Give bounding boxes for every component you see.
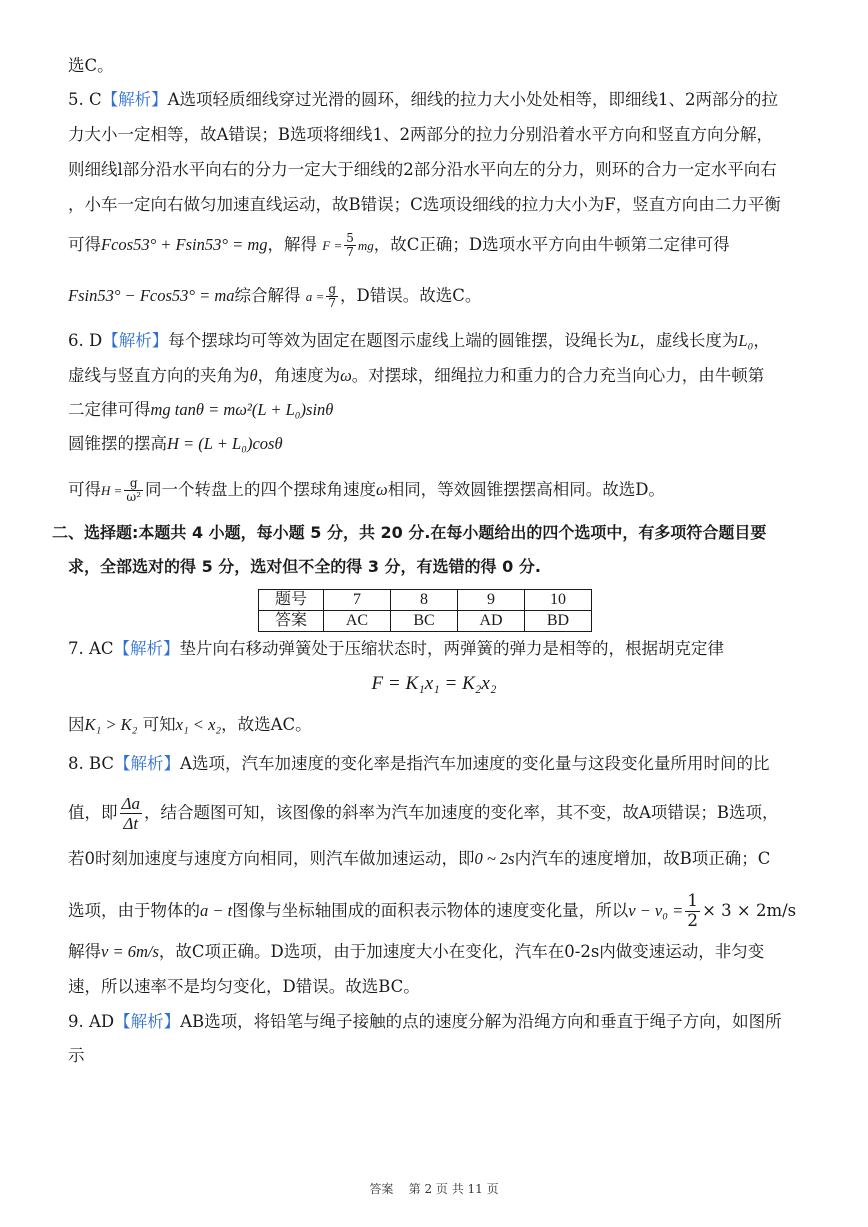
q8-line-1: 8. BC【解析】A选项，汽车加速度的变化率是指汽车加速度的变化量与这段变化量所用时间的比 xyxy=(68,754,770,773)
q5-text: ，故C正确；D选项水平方向由牛顿第二定律可得 xyxy=(373,235,730,254)
table-cell: 题号 xyxy=(259,590,324,611)
q8-number: 8. BC xyxy=(68,754,115,773)
section-2-heading-line-1: 二、选择题:本题共 4 小题，每小题 5 分，共 20 分.在每小题给出的四个选项中，有多项符合题目要 xyxy=(52,523,767,542)
q5-equation-newton: Fsin53° − Fcos53° = ma xyxy=(68,286,235,305)
q5-equation-balance: Fcos53° + Fsin53° = mg xyxy=(101,235,268,254)
q6-line-1: 6. D【解析】每个摆球均可等效为固定在题图示虚线上端的圆锥摆，设绳长为L，虚线长度为L₀， xyxy=(68,331,770,350)
q8-line-6: 速，所以速率不是均匀变化，D错误。故选BC。 xyxy=(68,977,420,996)
table-cell: BC xyxy=(391,611,458,632)
table-cell: AC xyxy=(324,611,391,632)
q8-fraction-half: $\frac{1}{2}$ xyxy=(687,891,699,931)
q6-number: 6. D xyxy=(68,331,103,350)
q9-line-1: 9. AD【解析】AB选项，将铅笔与绳子接触的点的速度分解为沿绳方向和垂直于绳子方向，如图所 xyxy=(68,1012,782,1031)
q8-line-5: 解得v = 6m/s，故C项正确。D选项，由于加速度大小在变化，汽车在0-2s内做变速运动，非匀变 xyxy=(68,942,765,961)
q8-line-2: 值，即 $\frac{\Delta a}{\Delta t}$ ，结合题图可知，该图像的斜率为汽车加速度的变化率，其不变，故A项错误；B选项， xyxy=(68,794,779,833)
table-cell: 10 xyxy=(525,590,592,611)
q5-equation-force: F = xyxy=(322,238,343,253)
section-2-heading-line-2: 求，全部选对的得 5 分，选对但不全的得 3 分，有选错的得 0 分. xyxy=(68,557,541,576)
q5-line-4: ，小车一定向右做匀加速直线运动，故B错误；C选项设细线的拉力大小为F，竖直方向由二力平衡 xyxy=(68,195,781,214)
footer-label: 答案 xyxy=(369,1182,394,1196)
page-footer xyxy=(0,1180,868,1197)
q8-line-4: 选项，由于物体的a − t图像与坐标轴围成的面积表示物体的速度变化量，所以v − v₀ = $\frac{1}{2}$ × 3 × 2m/s xyxy=(68,891,797,931)
table-cell: 答案 xyxy=(259,611,324,632)
table-cell: 8 xyxy=(391,590,458,611)
q6-fraction: $\frac{g}{\text{ω²}}$ xyxy=(126,476,142,504)
q6-analysis-tag: 【解析】 xyxy=(102,331,169,350)
q6-equation-height: H = (L + L₀)cosθ xyxy=(167,434,283,453)
q4-tail: 选C。 xyxy=(68,56,114,75)
q5-analysis-tag: 【解析】 xyxy=(101,90,168,109)
table-cell: BD xyxy=(525,611,592,632)
q5-line-3: 则细线l部分沿水平向右的分力一定大于细线的2部分沿水平向左的分力，则环的合力一定水平向右 xyxy=(68,160,777,179)
q5-text: 综合解得 xyxy=(234,286,301,305)
footer-page-number: 第 2 页 共 11 页 xyxy=(408,1182,499,1196)
q5-line-1 xyxy=(68,89,828,111)
q6-line-5: 可得H = $\frac{g}{\text{ω²}}$ 同一个转盘上的四个摆球角速度ω相同，等效圆锥摆摆高相同。故选D。 xyxy=(68,476,665,504)
answer-table-answer-row xyxy=(259,611,592,632)
q5-text: 可得 xyxy=(68,235,101,254)
q8-fraction-rate: $\frac{\Delta a}{\Delta t}$ xyxy=(121,794,140,833)
q7-number: 7. AC xyxy=(68,639,114,658)
table-cell: AD xyxy=(458,611,525,632)
answer-table xyxy=(258,589,592,632)
q5-text: ，D错误。故选C。 xyxy=(340,286,482,305)
q9-analysis-tag: 【解析】 xyxy=(114,1012,181,1031)
q5-text: A选项轻质细线穿过光滑的圆环，细线的拉力大小处处相等，即细线1、2两部分的拉 xyxy=(167,90,779,109)
q6-line-4: 圆锥摆的摆高H = (L + L₀)cosθ xyxy=(68,434,283,453)
q5-fraction-accel: $\frac{g}{7}$ xyxy=(328,282,337,310)
q5-line-6 xyxy=(68,283,828,310)
q7-line-1: 7. AC【解析】垫片向右移动弹簧处于压缩状态时，两弹簧的弹力是相等的，根据胡克定律 xyxy=(68,639,725,658)
q9-line-2: 示 xyxy=(68,1046,85,1065)
q5-number: 5. C xyxy=(68,90,102,109)
answer-table-header-row xyxy=(259,590,592,611)
q5-line-2: 力大小一定相等，故A错误；B选项将细线1、2两部分的拉力分别沿着水平方向和竖直方向分解， xyxy=(68,125,774,144)
q5-equation-accel: a = xyxy=(305,289,325,304)
q6-line-3: 二定律可得mg tanθ = mω²(L + L₀)sinθ xyxy=(68,400,334,419)
q7-hooke-equation: F = K₁x₁ = K₂x₂ xyxy=(371,673,497,694)
q9-number: 9. AD xyxy=(68,1012,115,1031)
table-cell: 7 xyxy=(324,590,391,611)
q7-line-3: 因K₁ > K₂ 可知x₁ < x₂，故选AC。 xyxy=(68,715,312,734)
table-cell: 9 xyxy=(458,590,525,611)
q8-analysis-tag: 【解析】 xyxy=(114,754,181,773)
q6-equation-newton: mg tanθ = mω²(L + L₀)sinθ xyxy=(150,400,334,419)
q5-text: ，解得 xyxy=(267,235,318,254)
q5-line-5: 可得Fcos53° + Fsin53° = mg，解得 F = $\frac{5}{7}$ mg，故C正确；D选项水平方向由牛顿第二定律可得 xyxy=(68,231,730,259)
q7-analysis-tag: 【解析】 xyxy=(113,639,180,658)
q5-fraction: $\frac{5}{7}$ xyxy=(346,231,354,259)
q8-line-3: 若0时刻加速度与速度方向相同，则汽车做加速运动，即0 ~ 2s内汽车的速度增加，故B项正确；C xyxy=(68,849,771,868)
q6-line-2: 虚线与竖直方向的夹角为θ，角速度为ω。对摆球，细绳拉力和重力的合力充当向心力，由牛顿第 xyxy=(68,366,765,385)
